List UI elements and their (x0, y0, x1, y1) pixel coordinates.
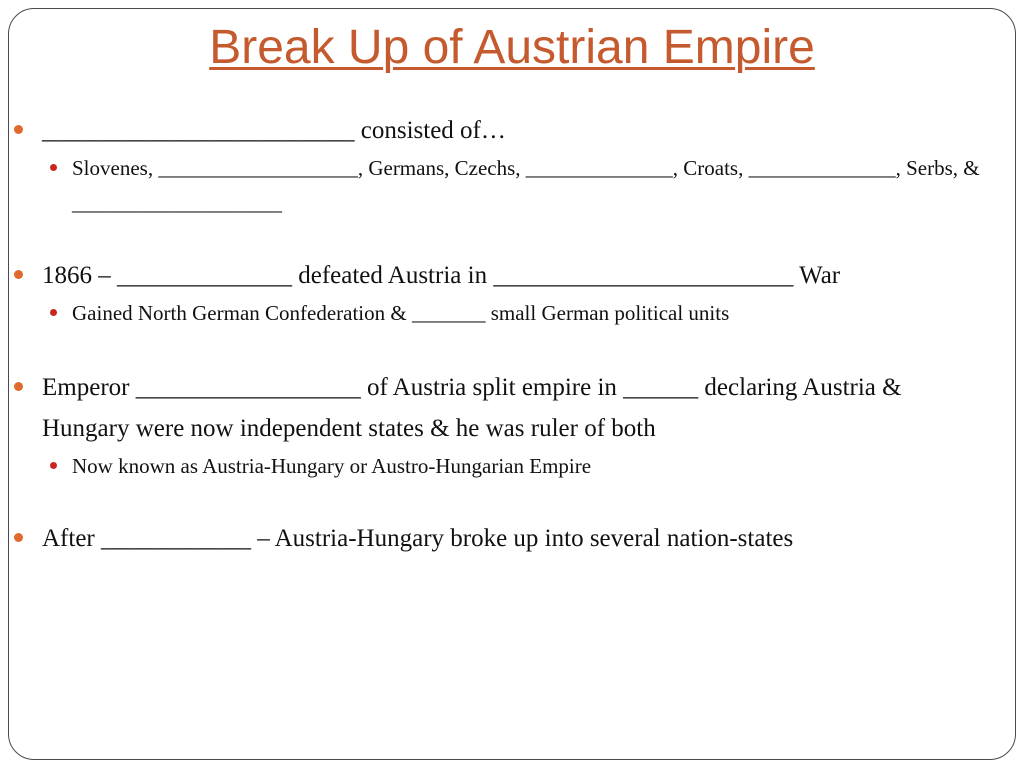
bullet-3-sub-1-text: Now known as Austria-Hungary or Austro-Hungarian Empire (72, 454, 592, 478)
spacer (14, 221, 984, 255)
bullet-1-text: _________________________ consisted of… (42, 117, 506, 144)
bullet-4-text: After ____________ – Austria-Hungary broke up into several nation-states (42, 525, 794, 552)
slide-content (14, 110, 984, 559)
bullet-1 (14, 110, 984, 151)
bullet-3 (14, 367, 984, 449)
bullet-dot-icon (14, 382, 23, 391)
bullet-3-text: Emperor __________________ of Austria split empire in ______ declaring Austria & Hungary were now independent states & he was ruler of both (42, 374, 902, 442)
bullet-2 (14, 255, 984, 296)
bullet-dot-icon (14, 533, 23, 542)
sub-bullet-dot-icon (50, 309, 57, 316)
bullet-3-sub-1 (14, 449, 984, 484)
bullet-4 (14, 518, 984, 559)
bullet-2-text: 1866 – ______________ defeated Austria in ________________________ War (42, 262, 841, 289)
bullet-2-sub-1 (14, 296, 984, 331)
sub-bullet-dot-icon (50, 462, 57, 469)
bullet-2-sub-1-text: Gained North German Confederation & _______ small German political units (72, 301, 730, 325)
slide-title: Break Up of Austrian Empire (209, 21, 815, 74)
spacer (14, 331, 984, 367)
sub-bullet-dot-icon (50, 164, 57, 171)
bullet-dot-icon (14, 125, 23, 134)
spacer (14, 484, 984, 518)
bullet-1-sub-1 (14, 151, 984, 221)
bullet-1-sub-1-text: Slovenes, ___________________, Germans, Czechs, ______________, Croats, ______________, Serbs, & ____________________ (72, 156, 980, 215)
bullet-dot-icon (14, 270, 23, 279)
